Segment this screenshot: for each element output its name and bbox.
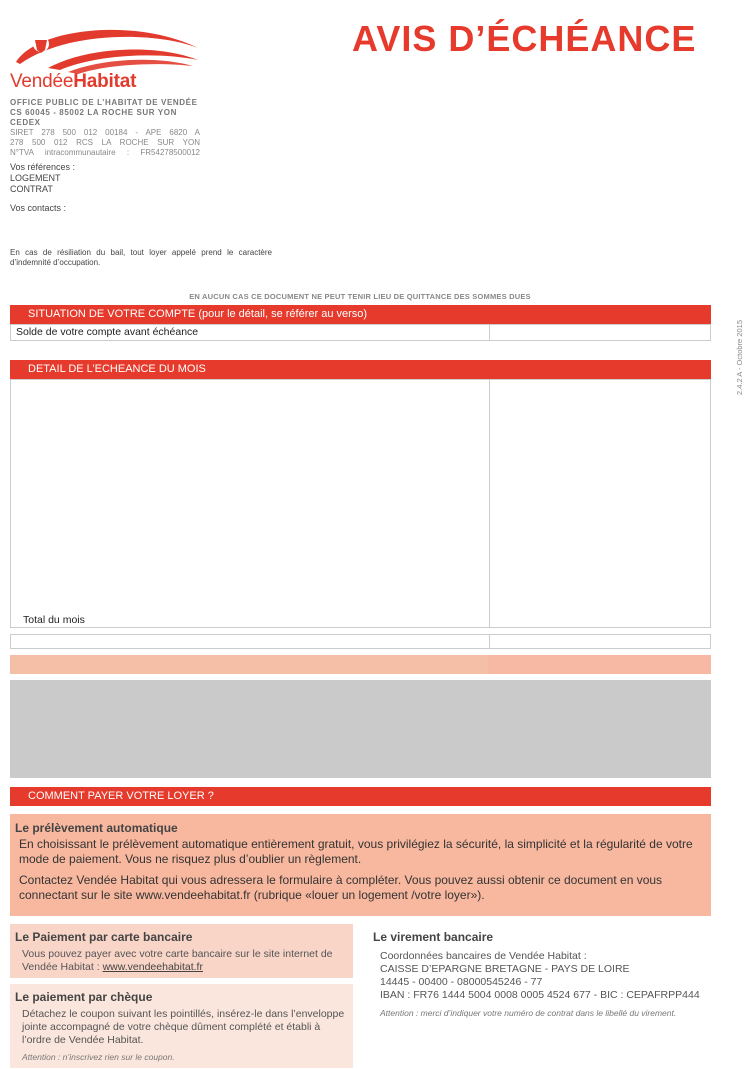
references-contrat: CONTRAT (10, 184, 53, 194)
column-divider (489, 325, 490, 340)
cheque-block (10, 984, 353, 1068)
prelevement-block (10, 814, 711, 916)
resiliation-note: En cas de résiliation du bail, tout loyer appelé prend le caractère d’indemnité d’occupation. (10, 248, 272, 267)
office-info (10, 98, 200, 158)
carte-description: Vous pouvez payer avec votre carte bancaire sur le site internet de Vendée Habitat : (22, 948, 333, 973)
office-line-3: SIRET 278 500 012 00184 - APE 6820 A (10, 128, 200, 137)
virement-line-2: CAISSE D’EPARGNE BRETAGNE - PAYS DE LOIRE (380, 963, 630, 975)
contacts-label: Vos contacts : (10, 203, 67, 213)
page-title: AVIS D’ÉCHÉANCE (352, 18, 697, 59)
logo-swoosh-icon (8, 22, 203, 74)
virement-line-4: IBAN : FR76 1444 5004 0008 0005 4524 677 - BIC : CEPAFRPP444 (380, 989, 700, 1001)
brand-name: VendéeHabitat (10, 71, 137, 92)
total-label: Total du mois (23, 614, 85, 626)
quittance-notice: EN AUCUN CAS CE DOCUMENT NE PEUT TENIR LIEU DE QUITTANCE DES SOMMES DUES (189, 292, 531, 301)
carte-text (22, 948, 342, 974)
amount-due-cell (488, 655, 711, 674)
column-divider (489, 380, 490, 627)
total-row (10, 634, 711, 649)
references (10, 162, 75, 195)
virement-note: Attention : merci d’indiquer votre numéro de contrat dans le libellé du virement. (380, 1008, 677, 1018)
solde-label: Solde de votre compte avant échéance (16, 326, 199, 338)
situation-subtitle: (pour le détail, se référer au verso) (198, 308, 368, 320)
situation-title: SITUATION DE VOTRE COMPTE (28, 308, 196, 320)
cheque-text: Détachez le coupon suivant les pointillés, insérez-le dans l’enveloppe jointe accompagné de votre chèque dûment complété et établi à l’ordre de Vendée Habitat. (22, 1008, 345, 1046)
virement-line-1: Coordonnées bancaires de Vendée Habitat : (380, 950, 587, 962)
detail-table (10, 379, 711, 628)
cheque-note: Attention : n’inscrivez rien sur le coupon. (22, 1052, 175, 1062)
virement-block (373, 930, 713, 1018)
prelevement-text-1: En choisissant le prélèvement automatique entièrement gratuit, vous privilégiez la sécurité, la simplicité et la régularité de votre mode de paiement. Vous ne risquez plus d’oublier un règlement. (19, 837, 693, 866)
office-line-1: OFFICE PUBLIC DE L’HABITAT DE VENDÉE (10, 98, 198, 107)
payment-header: COMMENT PAYER VOTRE LOYER ? (10, 787, 711, 806)
cheque-heading: Le paiement par chèque (15, 990, 153, 1004)
prelevement-text-2: Contactez Vendée Habitat qui vous adressera le formulaire à compléter. Vous pouvez aussi obtenir ce document en vous connectant sur le site www.vendeehabitat.fr (rubrique «louer un logement /votre loyer»). (19, 873, 663, 902)
prelevement-heading: Le prélèvement automatique (15, 821, 178, 835)
virement-heading: Le virement bancaire (373, 930, 494, 944)
amount-due-band (10, 655, 711, 674)
carte-heading: Le Paiement par carte bancaire (15, 930, 193, 944)
references-logement: LOGEMENT (10, 173, 61, 183)
office-line-4: 278 500 012 RCS LA ROCHE SUR YON (10, 138, 200, 147)
column-divider (489, 635, 490, 648)
virement-line-3: 14445 - 00400 - 08000545246 - 77 (380, 976, 543, 988)
carte-block (10, 924, 353, 978)
solde-row (10, 324, 711, 341)
document-reference: 2.4.2 A - Octobre 2015 (735, 320, 744, 396)
situation-header (10, 305, 711, 324)
website-link[interactable]: www.vendeehabitat.fr (102, 961, 203, 973)
office-line-5: N°TVA intracommunautaire : FR54278500012 (10, 148, 200, 157)
detail-header: DETAIL DE L’ECHEANCE DU MOIS (10, 360, 711, 379)
office-line-2: CS 60045 - 85002 LA ROCHE SUR YON CEDEX (10, 108, 177, 127)
message-block (10, 680, 711, 778)
references-label: Vos références : (10, 162, 76, 172)
